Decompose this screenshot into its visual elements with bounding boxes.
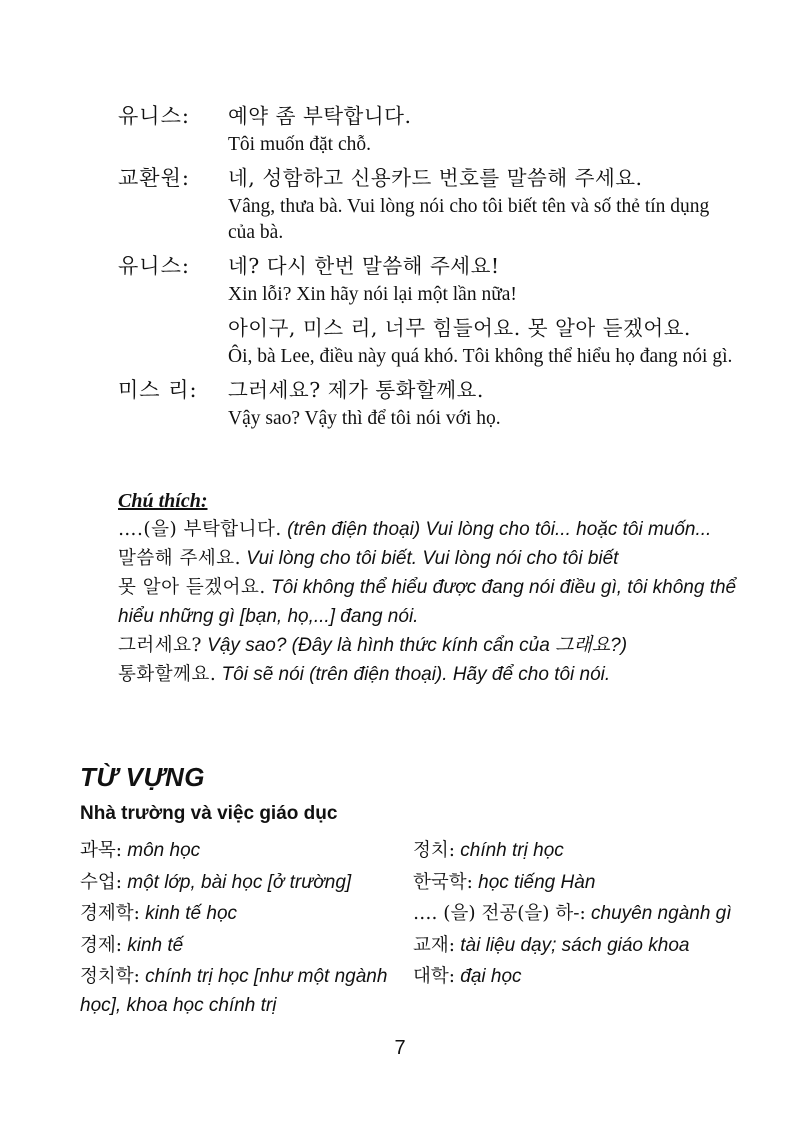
- speaker-label: 유니스:: [118, 254, 190, 278]
- note-explanation: Vậy sao? (Đây là hình thức kính cẩn của 그래요?): [201, 635, 628, 656]
- vocab-korean: 정치:: [413, 840, 455, 861]
- note-explanation: Tôi sẽ nói (trên điện thoại). Hãy để cho tôi nói.: [216, 664, 611, 685]
- vocab-korean: 경제:: [80, 934, 122, 956]
- speaker-label: 유니스:: [118, 104, 190, 128]
- vocab-column-left: [80, 836, 400, 1023]
- vocab-item: [80, 899, 400, 928]
- vietnamese-line: Vậy sao? Vậy thì để tôi nói với họ.: [228, 408, 501, 429]
- note-explanation: Vui lòng cho tôi biết. Vui lòng nói cho tôi biết: [241, 548, 619, 569]
- vocab-item: [413, 899, 743, 928]
- vocab-meaning: chính trị học [như một ngành học], khoa học chính trị: [80, 966, 388, 1016]
- note-item: [118, 660, 738, 689]
- note-korean: ….(을) 부탁합니다.: [118, 519, 282, 540]
- note-item: [118, 515, 738, 544]
- vocab-item: [413, 868, 743, 897]
- note-explanation: Tôi không thể hiểu được đang nói điều gì, tôi không thể hiểu những gì [bạn, họ,...] đang nói.: [118, 577, 737, 627]
- korean-line: 예약 좀 부탁합니다.: [228, 104, 412, 128]
- vocab-korean: 한국학:: [413, 871, 473, 893]
- vocab-korean: 수업:: [80, 871, 122, 893]
- vocab-meaning: tài liệu dạy; sách giáo khoa: [454, 934, 690, 956]
- speaker-label: 교환원:: [118, 166, 190, 190]
- vocab-column-right: [413, 836, 743, 994]
- note-korean: 못 알아 듣겠어요.: [118, 577, 266, 598]
- vocab-korean: 교재:: [413, 934, 455, 956]
- dialogue-turn: [118, 250, 738, 370]
- vocab-subheading: Nhà trường và việc giáo dục: [80, 803, 338, 824]
- note-korean: 그러세요?: [118, 635, 202, 656]
- page-number: 7: [394, 1037, 406, 1059]
- note-explanation: (trên điện thoại) Vui lòng cho tôi... hoặc tôi muốn...: [281, 519, 712, 540]
- korean-line: 네, 성함하고 신용카드 번호를 말씀해 주세요.: [228, 166, 643, 190]
- notes-title: Chú thích:: [118, 490, 208, 512]
- speaker-label: 미스 리:: [118, 378, 198, 402]
- vocab-item: [80, 868, 400, 897]
- vocab-item: [413, 836, 743, 865]
- vocab-item: [80, 836, 400, 865]
- vocab-item: [413, 962, 743, 991]
- vocab-meaning: kinh tế học: [139, 903, 238, 924]
- vietnamese-line: Ôi, bà Lee, điều này quá khó. Tôi không thể hiểu họ đang nói gì.: [228, 346, 733, 367]
- vocab-meaning: môn học: [121, 840, 201, 861]
- korean-line: 네? 다시 한번 말씀해 주세요!: [228, 254, 500, 278]
- notes-section: [118, 490, 738, 689]
- vocab-korean: 경제학:: [80, 903, 140, 924]
- note-korean: 말씀해 주세요.: [118, 548, 241, 569]
- vocab-meaning: học tiếng Hàn: [472, 871, 596, 893]
- dialogue: [118, 100, 738, 436]
- vocab-item: [80, 931, 400, 960]
- vocab-heading: TỪ VỰNG: [80, 762, 205, 792]
- vietnamese-line: Xin lỗi? Xin hãy nói lại một lần nữa!: [228, 284, 517, 305]
- note-item: [118, 573, 738, 631]
- vietnamese-line: Tôi muốn đặt chỗ.: [228, 134, 371, 155]
- vocab-meaning: chính trị học: [454, 840, 564, 861]
- dialogue-turn: [118, 374, 738, 432]
- dialogue-turn: [118, 100, 738, 158]
- vietnamese-line: Vâng, thưa bà. Vui lòng nói cho tôi biết tên và số thẻ tín dụng của bà.: [228, 196, 710, 243]
- korean-line: 아이구, 미스 리, 너무 힘들어요. 못 알아 듣겠어요.: [228, 316, 691, 340]
- korean-line: 그러세요? 제가 통화할께요.: [228, 378, 484, 402]
- vocab-meaning: chuyên ngành gì: [585, 903, 732, 924]
- vocab-item: [413, 931, 743, 960]
- vocab-meaning: đại học: [454, 966, 522, 987]
- note-item: [118, 631, 738, 660]
- vocab-meaning: một lớp, bài học [ở trường]: [121, 871, 352, 893]
- vocab-korean: 정치학:: [80, 966, 140, 987]
- dialogue-turn: [118, 162, 738, 246]
- vocab-meaning: kinh tế: [121, 934, 184, 956]
- note-item: [118, 544, 738, 573]
- vocab-korean: …. (을) 전공(을) 하-:: [413, 903, 586, 924]
- note-korean: 통화할께요.: [118, 664, 217, 685]
- vocab-korean: 대학:: [413, 966, 455, 987]
- vocab-item: [80, 962, 400, 1020]
- vocab-korean: 과목:: [80, 840, 122, 861]
